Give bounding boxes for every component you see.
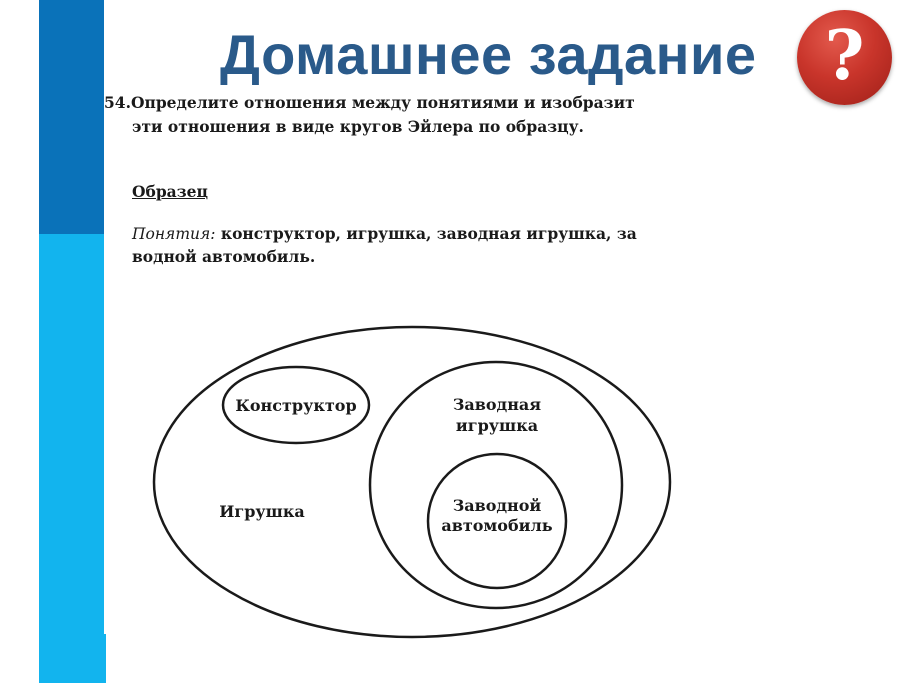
concepts-line-2: водной автомобиль. <box>132 247 316 266</box>
label-windup-car-1: Заводной <box>452 496 542 515</box>
outer-ellipse-toys <box>154 327 670 637</box>
task-number: 54. <box>104 93 131 112</box>
task-line-1-text: Определите отношения между понятиями и изобразит <box>130 93 635 112</box>
concepts-list: конструктор, игрушка, заводная игрушка, за <box>215 224 637 243</box>
label-windup-car-2: автомобиль <box>441 516 553 535</box>
label-windup-toy-2: игрушка <box>455 416 539 435</box>
label-constructor: Конструктор <box>235 396 357 415</box>
concepts-prefix: Понятия: <box>132 225 216 243</box>
label-windup-toy-1: Заводная <box>452 395 542 414</box>
slide-title: Домашнее задание <box>220 23 757 86</box>
sample-heading: Образец <box>132 182 208 201</box>
task-line-2: эти отношения в виде кругов Эйлера по образцу. <box>132 117 584 136</box>
label-toys: Игрушка <box>219 502 305 521</box>
question-mark-icon: ? <box>824 15 865 96</box>
